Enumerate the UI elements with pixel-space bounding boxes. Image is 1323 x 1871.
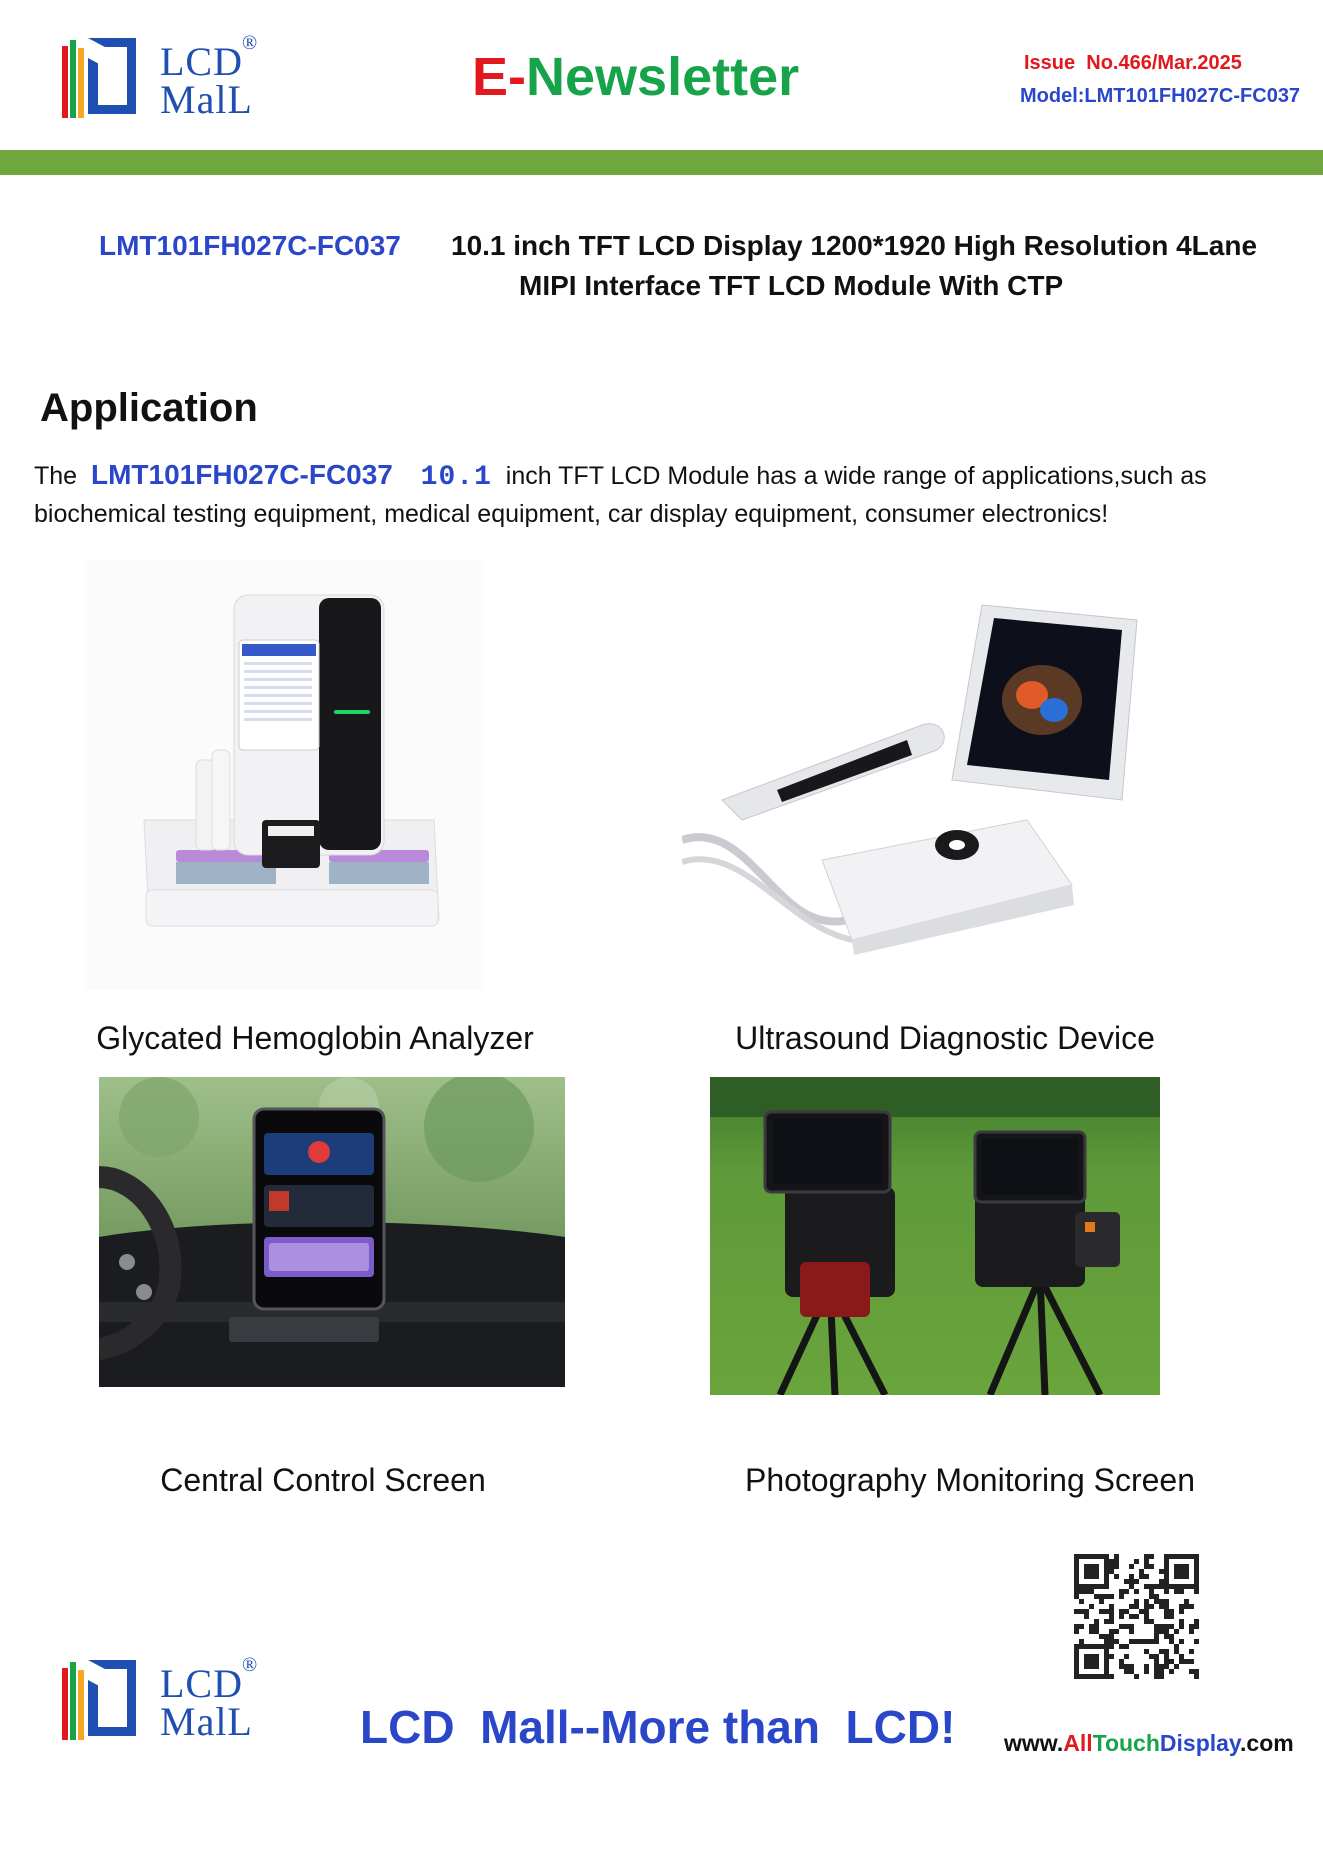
logo-text-mall: MalL <box>160 77 253 122</box>
caption-camera-monitor: Photography Monitoring Screen <box>744 1462 1196 1498</box>
application-heading: Application <box>40 386 258 430</box>
url-all: All <box>1063 1730 1093 1756</box>
product-description-line2: MIPI Interface TFT LCD Module With CTP <box>519 270 1064 301</box>
title-newsletter: Newsletter <box>526 47 800 107</box>
intro-model: LMT101FH027C-FC037 <box>91 459 393 490</box>
car-screen-image <box>99 1077 565 1387</box>
application-intro-line2: biochemical testing equipment, medical equipment, car display equipment, consumer electronics! <box>34 500 1109 528</box>
logo-text-lcd: LCD <box>160 39 243 84</box>
analyzer-image <box>84 560 484 990</box>
footer-logo-text-mall: MalL <box>160 1699 253 1744</box>
caption-car-screen: Central Control Screen <box>160 1462 486 1498</box>
footer-logo-text-lcd: LCD <box>160 1661 243 1706</box>
ultrasound-illustration <box>682 590 1142 955</box>
product-model: LMT101FH027C-FC037 <box>99 230 401 261</box>
header-logo <box>62 32 267 122</box>
url-touch: Touch <box>1092 1730 1160 1756</box>
logo-frame-icon <box>88 38 136 114</box>
header-divider <box>0 150 1323 175</box>
ultrasound-image <box>682 590 1142 955</box>
camera-monitor-illustration <box>710 1077 1160 1395</box>
newsletter-title <box>472 46 799 108</box>
qr-code <box>1072 1552 1200 1682</box>
url-prefix: www. <box>1004 1730 1064 1756</box>
footer-logo-registered-mark: ® <box>242 1654 258 1676</box>
intro-size: 10.1 <box>420 462 492 493</box>
footer-logo <box>62 1654 267 1744</box>
header-model: Model:LMT101FH027C-FC037 <box>1020 85 1301 107</box>
analyzer-illustration <box>84 560 484 990</box>
qr-code-icon <box>1072 1552 1200 1682</box>
caption-analyzer: Glycated Hemoglobin Analyzer <box>96 1020 534 1056</box>
footer-logo-frame-icon <box>88 1660 136 1736</box>
car-screen-illustration <box>99 1077 565 1387</box>
title-e: E- <box>472 47 526 107</box>
intro-prefix: The <box>34 462 78 490</box>
url-display: Display <box>1159 1730 1241 1756</box>
camera-monitor-image <box>710 1077 1160 1395</box>
intro-line1-rest: inch TFT LCD Module has a wide range of applications,such as <box>505 462 1207 490</box>
logo-registered-mark: ® <box>242 32 258 54</box>
footer-url[interactable] <box>1004 1730 1294 1757</box>
product-description-line1: 10.1 inch TFT LCD Display 1200*1920 High Resolution 4Lane <box>451 230 1258 261</box>
issue-number: Issue No.466/Mar.2025 <box>1024 52 1242 74</box>
caption-ultrasound: Ultrasound Diagnostic Device <box>735 1020 1155 1056</box>
footer-slogan: LCD Mall--More than LCD! <box>360 1701 956 1753</box>
url-suffix: .com <box>1240 1730 1294 1756</box>
application-intro <box>34 456 1304 497</box>
